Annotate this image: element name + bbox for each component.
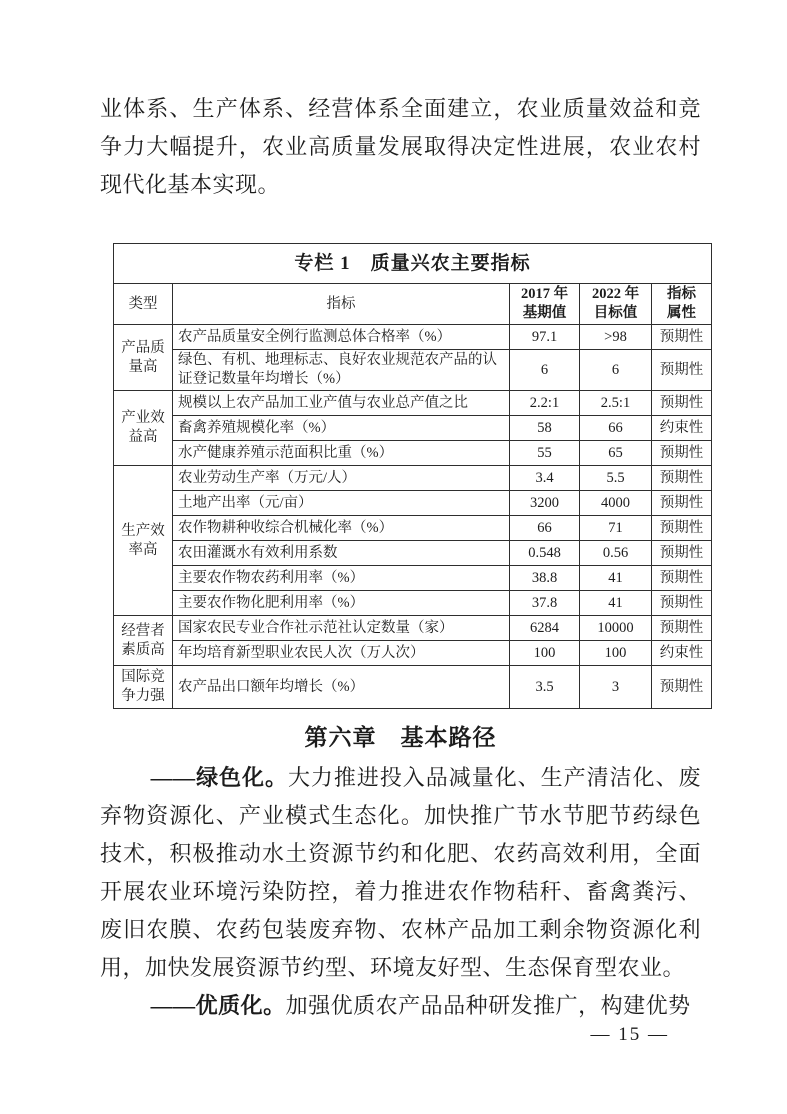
base-2017-cell: 37.8: [510, 591, 580, 616]
page-content: [100, 90, 704, 1025]
indicator-cell: 农产品出口额年均增长（%）: [173, 666, 510, 709]
base-2017-cell: 2.2:1: [510, 391, 580, 416]
category-cell: 产业效益高: [114, 391, 173, 466]
table-row: [114, 541, 712, 566]
category-cell: 生产效率高: [114, 466, 173, 616]
table-row: [114, 466, 712, 491]
table-row: [114, 591, 712, 616]
attribute-cell: 预期性: [652, 325, 712, 350]
attribute-cell: 预期性: [652, 516, 712, 541]
base-2017-cell: 100: [510, 641, 580, 666]
base-2017-cell: 0.548: [510, 541, 580, 566]
base-2017-cell: 6: [510, 350, 580, 391]
page-number: — 15 —: [590, 1024, 669, 1045]
base-2017-cell: 58: [510, 416, 580, 441]
paragraph-quality-lead: ——优质化。: [150, 993, 286, 1018]
table-row: [114, 391, 712, 416]
attribute-cell: 预期性: [652, 666, 712, 709]
table-row: [114, 491, 712, 516]
column-header-0: 类型: [114, 284, 173, 325]
paragraph-quality: [100, 987, 701, 1025]
indicator-table-head: [114, 244, 712, 325]
attribute-cell: 预期性: [652, 441, 712, 466]
base-2017-cell: 66: [510, 516, 580, 541]
indicator-cell: 年均培育新型职业农民人次（万人次）: [173, 641, 510, 666]
target-2022-cell: 41: [580, 591, 652, 616]
indicator-cell: 主要农作物农药利用率（%）: [173, 566, 510, 591]
table-row: [114, 666, 712, 709]
indicator-cell: 国家农民专业合作社示范社认定数量（家）: [173, 616, 510, 641]
base-2017-cell: 3200: [510, 491, 580, 516]
indicator-cell: 规模以上农产品加工业产值与农业总产值之比: [173, 391, 510, 416]
target-2022-cell: 0.56: [580, 541, 652, 566]
category-cell: 经营者素质高: [114, 616, 173, 666]
category-cell: 产品质量高: [114, 325, 173, 391]
table-row: [114, 325, 712, 350]
target-2022-cell: 100: [580, 641, 652, 666]
target-2022-cell: 66: [580, 416, 652, 441]
target-2022-cell: 71: [580, 516, 652, 541]
indicator-cell: 畜禽养殖规模化率（%）: [173, 416, 510, 441]
base-2017-cell: 38.8: [510, 566, 580, 591]
attribute-cell: 预期性: [652, 491, 712, 516]
indicator-cell: 农产品质量安全例行监测总体合格率（%）: [173, 325, 510, 350]
attribute-cell: 约束性: [652, 416, 712, 441]
attribute-cell: 预期性: [652, 616, 712, 641]
target-2022-cell: 41: [580, 566, 652, 591]
target-2022-cell: 2.5:1: [580, 391, 652, 416]
base-2017-cell: 55: [510, 441, 580, 466]
table-header-row: [114, 284, 712, 325]
target-2022-cell: 5.5: [580, 466, 652, 491]
category-cell: 国际竞争力强: [114, 666, 173, 709]
base-2017-cell: 6284: [510, 616, 580, 641]
column-header-4: 指标 属性: [652, 284, 712, 325]
column-header-3: 2022 年 目标值: [580, 284, 652, 325]
indicator-cell: 主要农作物化肥利用率（%）: [173, 591, 510, 616]
attribute-cell: 预期性: [652, 566, 712, 591]
paragraph-quality-body: 加强优质农产品品种研发推广，构建优势: [285, 993, 691, 1018]
target-2022-cell: 10000: [580, 616, 652, 641]
table-row: [114, 416, 712, 441]
target-2022-cell: 3: [580, 666, 652, 709]
indicator-cell: 农作物耕种收综合机械化率（%）: [173, 516, 510, 541]
base-2017-cell: 3.5: [510, 666, 580, 709]
attribute-cell: 预期性: [652, 391, 712, 416]
target-2022-cell: >98: [580, 325, 652, 350]
column-header-1: 指标: [173, 284, 510, 325]
table-title: 专栏 1 质量兴农主要指标: [114, 244, 712, 284]
chapter-paragraphs: [100, 759, 701, 1025]
indicator-cell: 水产健康养殖示范面积比重（%）: [173, 441, 510, 466]
attribute-cell: 约束性: [652, 641, 712, 666]
paragraph-green: [100, 759, 701, 987]
indicator-table: [113, 243, 712, 709]
base-2017-cell: 3.4: [510, 466, 580, 491]
target-2022-cell: 65: [580, 441, 652, 466]
table-row: [114, 566, 712, 591]
indicator-cell: 农业劳动生产率（万元/人）: [173, 466, 510, 491]
table-row: [114, 516, 712, 541]
indicator-cell: 农田灌溉水有效利用系数: [173, 541, 510, 566]
table-row: [114, 616, 712, 641]
paragraph-green-lead: ——绿色化。: [150, 765, 288, 790]
table-row: [114, 350, 712, 391]
table-row: [114, 441, 712, 466]
target-2022-cell: 4000: [580, 491, 652, 516]
base-2017-cell: 97.1: [510, 325, 580, 350]
column-header-2: 2017 年 基期值: [510, 284, 580, 325]
chapter-heading: 第六章 基本路径: [304, 725, 497, 750]
paragraph-green-body: 大力推进投入品减量化、生产清洁化、废弃物资源化、产业模式生态化。加快推广节水节肥节药绿色技术，积极推动水土资源节约和化肥、农药高效利用，全面开展农业环境污染防控，着力推进农作物秸秆、畜禽粪污、废旧农膜、农药包装废弃物、农林产品加工剩余物资源化利用，加快发展资源节约型、环境友好型、生态保育型农业。: [100, 765, 701, 980]
attribute-cell: 预期性: [652, 466, 712, 491]
intro-paragraph: 业体系、生产体系、经营体系全面建立，农业质量效益和竞争力大幅提升，农业高质量发展取得决定性进展，农业农村现代化基本实现。: [100, 96, 701, 197]
attribute-cell: 预期性: [652, 541, 712, 566]
target-2022-cell: 6: [580, 350, 652, 391]
table-row: [114, 641, 712, 666]
attribute-cell: 预期性: [652, 591, 712, 616]
attribute-cell: 预期性: [652, 350, 712, 391]
indicator-table-body: [114, 325, 712, 709]
indicator-cell: 土地产出率（元/亩）: [173, 491, 510, 516]
indicator-cell: 绿色、有机、地理标志、良好农业规范农产品的认证登记数量年均增长（%）: [173, 350, 510, 391]
